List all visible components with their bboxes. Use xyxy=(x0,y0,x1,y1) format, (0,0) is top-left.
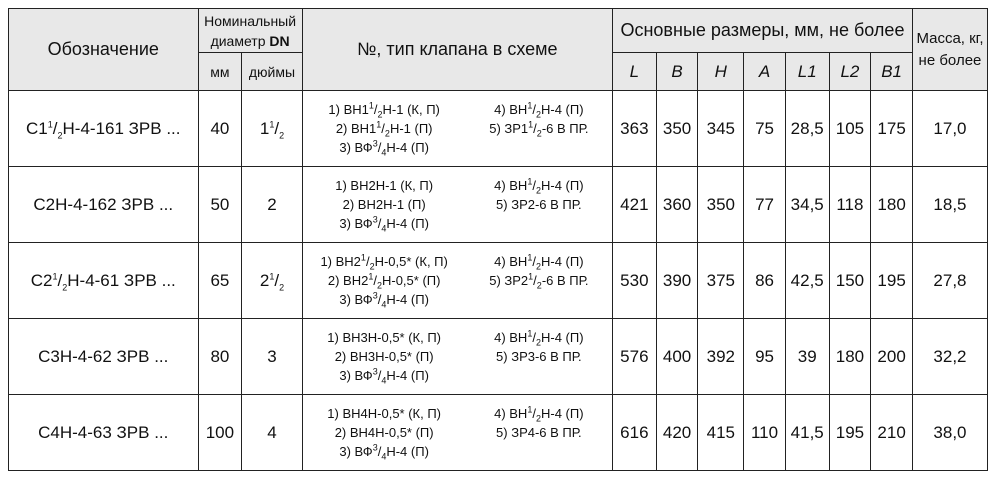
spec-table-body xyxy=(9,91,988,471)
valve-item: 1) ВН3Н-0,5* (К, П) xyxy=(327,329,442,345)
dimension-cell: 150 xyxy=(829,243,871,319)
dimension-cell: 421 xyxy=(613,167,657,243)
valve-item: 2) $ВН2^1/_2Н-0,5*$ (П) xyxy=(327,271,441,291)
table-row xyxy=(9,319,988,395)
inches-header: дюймы xyxy=(242,53,302,91)
valve-item: 3) $ВФ^3/_4Н-4$ (П) xyxy=(339,290,429,310)
nominal-diameter-header xyxy=(198,9,302,53)
mass-cell: 32,2 xyxy=(912,319,987,395)
valve-scheme-cell xyxy=(302,167,612,243)
valve-item: 3) $ВФ^3/_4Н-4$ (П) xyxy=(339,214,429,234)
dimension-cell: 175 xyxy=(871,91,913,167)
valve-item: 5) $ЗР1^1/_2-6$ В ПР. xyxy=(489,119,589,139)
dimension-cell: 415 xyxy=(698,395,744,471)
valve-item: 2) $ВН1^1/_2Н-1$ (П) xyxy=(335,119,433,139)
diameter-mm-cell: 65 xyxy=(198,243,242,319)
dimension-cell: 110 xyxy=(744,395,786,471)
dimension-cell: 41,5 xyxy=(785,395,829,471)
valve-item: 2) ВН2Н-1 (П) xyxy=(342,196,426,212)
dim-header-l: L xyxy=(613,53,657,91)
dimension-cell: 95 xyxy=(744,319,786,395)
mass-cell: 27,8 xyxy=(912,243,987,319)
diameter-mm-cell: 40 xyxy=(198,91,242,167)
dimensions-header: Основные размеры, мм, не более xyxy=(613,9,913,53)
valve-item: 5) ЗР3-6 В ПР. xyxy=(496,348,582,364)
spec-table xyxy=(8,8,988,471)
dimension-cell: 86 xyxy=(744,243,786,319)
mass-header: Масса, кг, не более xyxy=(912,9,987,91)
valve-scheme-cell xyxy=(302,319,612,395)
dimension-cell: 75 xyxy=(744,91,786,167)
diameter-mm-cell: 80 xyxy=(198,319,242,395)
dimension-cell: 616 xyxy=(613,395,657,471)
table-row xyxy=(9,91,988,167)
dim-header-l2: L2 xyxy=(829,53,871,91)
diameter-inches-cell: $2^1/_2$ xyxy=(242,243,302,319)
designation-cell: С4Н-4-63 ЗРВ ... xyxy=(9,395,199,471)
diameter-inches-cell: 2 xyxy=(242,167,302,243)
dimension-cell: 392 xyxy=(698,319,744,395)
dn-label: DN xyxy=(269,32,290,49)
valve-item: 1) $ВН1^1/_2Н-1$ (К, П) xyxy=(328,100,440,120)
valve-item: 5) $ЗР2^1/_2-6$ В ПР. xyxy=(489,271,589,291)
dimension-cell: 180 xyxy=(871,167,913,243)
dim-header-h: H xyxy=(698,53,744,91)
valve-item: 5) ЗР2-6 В ПР. xyxy=(496,196,582,212)
valve-scheme-cell xyxy=(302,395,612,471)
dimension-cell: 400 xyxy=(656,319,698,395)
mm-header: мм xyxy=(198,53,242,91)
table-row xyxy=(9,167,988,243)
dimension-cell: 350 xyxy=(698,167,744,243)
dimension-cell: 375 xyxy=(698,243,744,319)
dimension-cell: 180 xyxy=(829,319,871,395)
valve-item: 2) ВН4Н-0,5* (П) xyxy=(334,424,434,440)
designation-cell: С2Н-4-162 ЗРВ ... xyxy=(9,167,199,243)
dimension-cell: 42,5 xyxy=(785,243,829,319)
valve-item: 2) ВН3Н-0,5* (П) xyxy=(334,348,434,364)
dim-header-b1: B1 xyxy=(871,53,913,91)
dimension-cell: 28,5 xyxy=(785,91,829,167)
dim-header-b: B xyxy=(656,53,698,91)
diameter-mm-cell: 100 xyxy=(198,395,242,471)
valve-item: 3) $ВФ^3/_4Н-4$ (П) xyxy=(339,442,429,462)
dimension-cell: 390 xyxy=(656,243,698,319)
mass-cell: 17,0 xyxy=(912,91,987,167)
dimension-cell: 210 xyxy=(871,395,913,471)
valve-item: 1) ВН2Н-1 (К, П) xyxy=(335,177,434,193)
valve-item: 4) $ВН^1/_2Н-4$ (П) xyxy=(494,100,584,120)
dim-header-a: A xyxy=(744,53,786,91)
valve-item: 4) $ВН^1/_2Н-4$ (П) xyxy=(494,328,584,348)
dimension-cell: 363 xyxy=(613,91,657,167)
designation-cell: $С1^1/_2Н-4-161$ ЗРВ ... xyxy=(9,91,199,167)
table-row xyxy=(9,395,988,471)
dimension-cell: 77 xyxy=(744,167,786,243)
valve-item: 3) $ВФ^3/_4Н-4$ (П) xyxy=(339,366,429,386)
designation-header: Обозначение xyxy=(9,9,199,91)
dimension-cell: 576 xyxy=(613,319,657,395)
designation-cell: $С2^1/_2Н-4-61$ ЗРВ ... xyxy=(9,243,199,319)
mass-cell: 18,5 xyxy=(912,167,987,243)
dimension-cell: 420 xyxy=(656,395,698,471)
diameter-inches-cell: 4 xyxy=(242,395,302,471)
spec-table-container xyxy=(8,8,988,471)
dimension-cell: 350 xyxy=(656,91,698,167)
designation-cell: С3Н-4-62 ЗРВ ... xyxy=(9,319,199,395)
valve-item: 4) $ВН^1/_2Н-4$ (П) xyxy=(494,252,584,272)
valve-scheme-cell xyxy=(302,91,612,167)
dimension-cell: 105 xyxy=(829,91,871,167)
dimension-cell: 200 xyxy=(871,319,913,395)
diameter-inches-cell: $1^1/_2$ xyxy=(242,91,302,167)
valve-item: 3) $ВФ^3/_4Н-4$ (П) xyxy=(339,138,429,158)
valve-item: 1) $ВН2^1/_2Н-0,5*$ (К, П) xyxy=(320,252,448,272)
nominal-diameter-label: Номинальный диаметр xyxy=(204,12,297,49)
dimension-cell: 195 xyxy=(829,395,871,471)
diameter-inches-cell: 3 xyxy=(242,319,302,395)
valve-scheme-header: №, тип клапана в схеме xyxy=(302,9,612,91)
diameter-mm-cell: 50 xyxy=(198,167,242,243)
dimension-cell: 345 xyxy=(698,91,744,167)
dimension-cell: 39 xyxy=(785,319,829,395)
mass-cell: 38,0 xyxy=(912,395,987,471)
table-row xyxy=(9,243,988,319)
valve-scheme-cell xyxy=(302,243,612,319)
dimension-cell: 118 xyxy=(829,167,871,243)
dimension-cell: 34,5 xyxy=(785,167,829,243)
valve-item: 5) ЗР4-6 В ПР. xyxy=(496,424,582,440)
dimension-cell: 360 xyxy=(656,167,698,243)
dim-header-l1: L1 xyxy=(785,53,829,91)
valve-item: 1) ВН4Н-0,5* (К, П) xyxy=(327,405,442,421)
valve-item: 4) $ВН^1/_2Н-4$ (П) xyxy=(494,404,584,424)
valve-item: 4) $ВН^1/_2Н-4$ (П) xyxy=(494,176,584,196)
dimension-cell: 530 xyxy=(613,243,657,319)
dimension-cell: 195 xyxy=(871,243,913,319)
